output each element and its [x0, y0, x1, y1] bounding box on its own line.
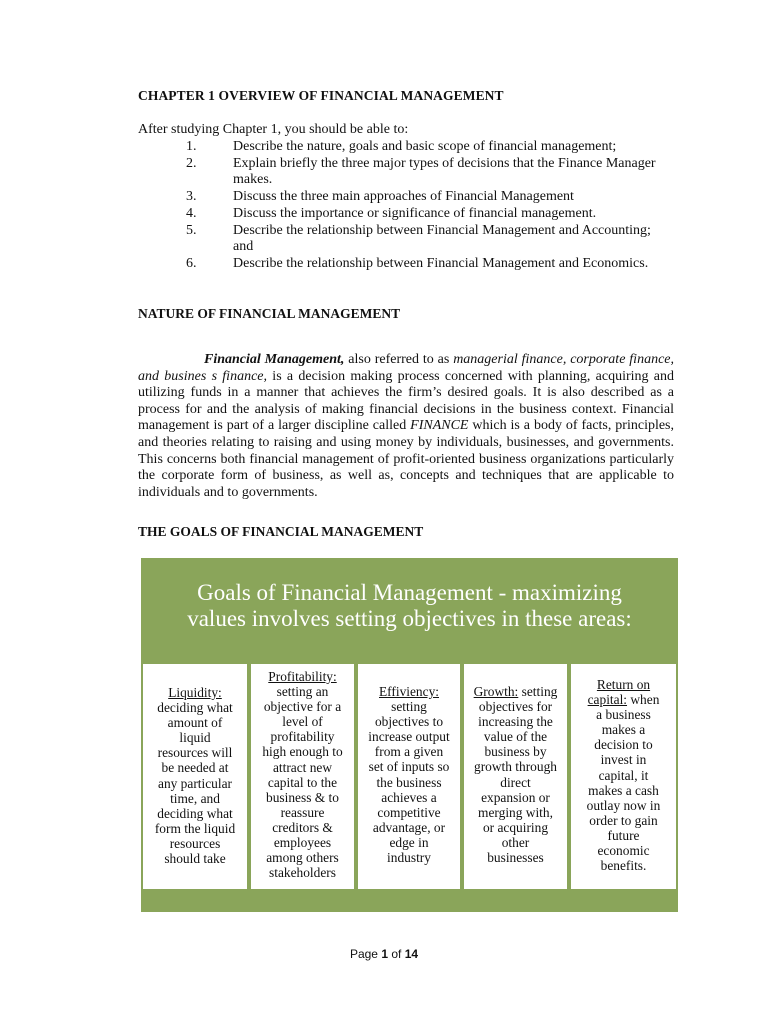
chapter-title: CHAPTER 1 OVERVIEW OF FINANCIAL MANAGEMENT [138, 88, 504, 103]
total-page-number: 14 [404, 947, 419, 961]
paragraph-text: which is a body of facts, principles, and theories relating to raising and using money by individuals, businesses, and governments. This concerns both financial management of profit-oriented business organizations particularly the corporate form of business, as well as, concepts and techniques that are applicable to individuals and to governments. [138, 418, 675, 500]
goal-line: edge in [389, 834, 429, 850]
goal-line: expansion or [481, 789, 550, 805]
goal-line: should take [164, 851, 226, 867]
list-text: Describe the relationship between Financial Management and Accounting; and [233, 223, 651, 254]
goal-line: objective for a [263, 699, 342, 715]
term-aliases: managerial finance, corporate finance, and busines s finance, [138, 352, 674, 384]
goal-line: benefits. [600, 858, 647, 874]
goal-line: order to gain [589, 812, 658, 828]
goal-line: set of inputs so [368, 759, 450, 775]
goal-line: capital, it [598, 767, 649, 783]
goal-line: a business [596, 707, 651, 723]
page-of-label: of [388, 947, 405, 961]
goal-line: increase output [368, 729, 450, 745]
page-footer [0, 947, 768, 961]
goal-term: Liquidity: [168, 685, 222, 700]
goal-line: makes a [601, 722, 646, 738]
goal-card-return-on-capital [571, 664, 676, 889]
goal-line: high enough to [262, 744, 343, 760]
goal-term: Profitability: [268, 669, 337, 684]
goals-title-line: values involves setting objectives in these areas: [187, 606, 632, 631]
goal-card-profitability [251, 664, 354, 889]
list-text: Discuss the importance or significance of financial management. [233, 206, 597, 221]
list-item [138, 156, 658, 188]
goal-line: makes a cash [588, 782, 659, 798]
goal-line: stakeholders [269, 865, 336, 881]
goal-line: time, and [170, 790, 220, 806]
goal-line: invest in [600, 752, 647, 768]
goal-line: deciding what [157, 700, 233, 716]
goal-line: the business [376, 774, 442, 790]
list-number: 2. [186, 156, 197, 171]
goal-line: liquid [179, 730, 211, 746]
goal-line: resources [169, 835, 221, 851]
goal-line: increasing the [478, 714, 553, 730]
goal-line: business by [484, 744, 547, 760]
goal-line: form the liquid [154, 820, 236, 836]
goal-line: competitive [377, 804, 441, 820]
goal-line: any particular [158, 775, 232, 791]
goal-line: businesses [487, 850, 544, 866]
intro-text: After studying Chapter 1, you should be able to: [138, 122, 409, 137]
goal-card-efficiency [358, 664, 460, 889]
goal-line: resources will [157, 745, 233, 761]
goal-line: objectives to [374, 714, 444, 730]
term-finance: FINANCE [410, 418, 469, 434]
list-item [138, 206, 658, 222]
list-item [138, 223, 658, 255]
goal-line: amount of [167, 715, 223, 731]
term-financial-management: Financial Management, [204, 352, 345, 367]
goal-line: business & to [266, 789, 339, 805]
nature-heading: NATURE OF FINANCIAL MANAGEMENT [138, 306, 401, 321]
goal-line: be needed at [161, 760, 229, 776]
goal-card-liquidity [143, 664, 247, 889]
goal-card-growth [464, 664, 567, 889]
goals-diagram [141, 558, 678, 912]
goals-diagram-title [141, 580, 678, 632]
goal-line: direct [500, 774, 531, 790]
goal-term: Growth: [473, 684, 519, 699]
goals-heading: THE GOALS OF FINANCIAL MANAGEMENT [138, 524, 424, 539]
goal-line: setting [518, 684, 558, 699]
list-item [138, 139, 658, 155]
goal-line: decision to [594, 737, 653, 753]
paragraph-text: also referred to as [344, 352, 454, 367]
goal-line: economic [597, 843, 650, 859]
goal-line: deciding what [157, 805, 233, 821]
goal-first-line [467, 684, 564, 699]
list-number: 4. [186, 206, 197, 221]
goal-line: value of the [483, 729, 548, 745]
goal-line: merging with, [478, 804, 553, 820]
goal-line: among others [266, 850, 339, 866]
goal-line: outlay now in [586, 797, 661, 813]
goal-line: attract new [272, 759, 333, 775]
goal-line: advantage, or [372, 819, 446, 835]
goals-title-line: Goals of Financial Management - maximizing [197, 580, 622, 605]
page-label: Page [349, 947, 382, 961]
goal-line: setting [391, 699, 427, 715]
list-number: 6. [186, 256, 197, 271]
list-number: 3. [186, 189, 197, 204]
goal-line: achieves a [381, 789, 437, 805]
goal-line: setting an [276, 684, 329, 700]
goal-line: reassure [280, 804, 325, 820]
goal-line: future [607, 827, 640, 843]
current-page-number: 1 [381, 947, 388, 961]
list-number: 5. [186, 223, 197, 238]
goal-line: other [501, 834, 530, 850]
goal-line: profitability [270, 729, 335, 745]
list-item [138, 256, 658, 272]
goal-line: creditors & [272, 819, 333, 835]
goal-line: growth through [474, 759, 557, 775]
goal-line: capital to the [267, 774, 338, 790]
goal-line: from a given [374, 744, 444, 760]
goal-line: level of [282, 714, 323, 730]
list-number: 1. [186, 139, 197, 154]
list-text: Describe the relationship between Financial Management and Economics. [233, 256, 649, 271]
goal-line: or acquiring [482, 819, 549, 835]
goal-line: employees [273, 835, 332, 851]
goal-line: objectives for [478, 699, 553, 715]
objectives-list [138, 139, 658, 273]
list-item [138, 189, 658, 205]
list-text: Explain briefly the three major types of decisions that the Finance Manager makes. [233, 156, 656, 187]
list-text: Discuss the three main approaches of Financial Management [233, 189, 574, 204]
paragraph-text: is a decision making process concerned with planning, acquiring and utilizing funds in a manner that achieves the firm’s desired goals. It is also described as a process for and the analysis of making financial decisions in the business context. Financial management is part of a larger discipline called [138, 368, 675, 434]
nature-paragraph [138, 352, 674, 501]
goal-first-line [574, 692, 673, 707]
goal-term: Return on [596, 677, 651, 692]
goal-term: capital: [587, 692, 628, 708]
goal-line: industry [387, 850, 431, 866]
goal-line: when [627, 692, 660, 708]
goal-term: Effiviency: [379, 684, 439, 699]
list-text: Describe the nature, goals and basic scope of financial management; [233, 139, 617, 154]
